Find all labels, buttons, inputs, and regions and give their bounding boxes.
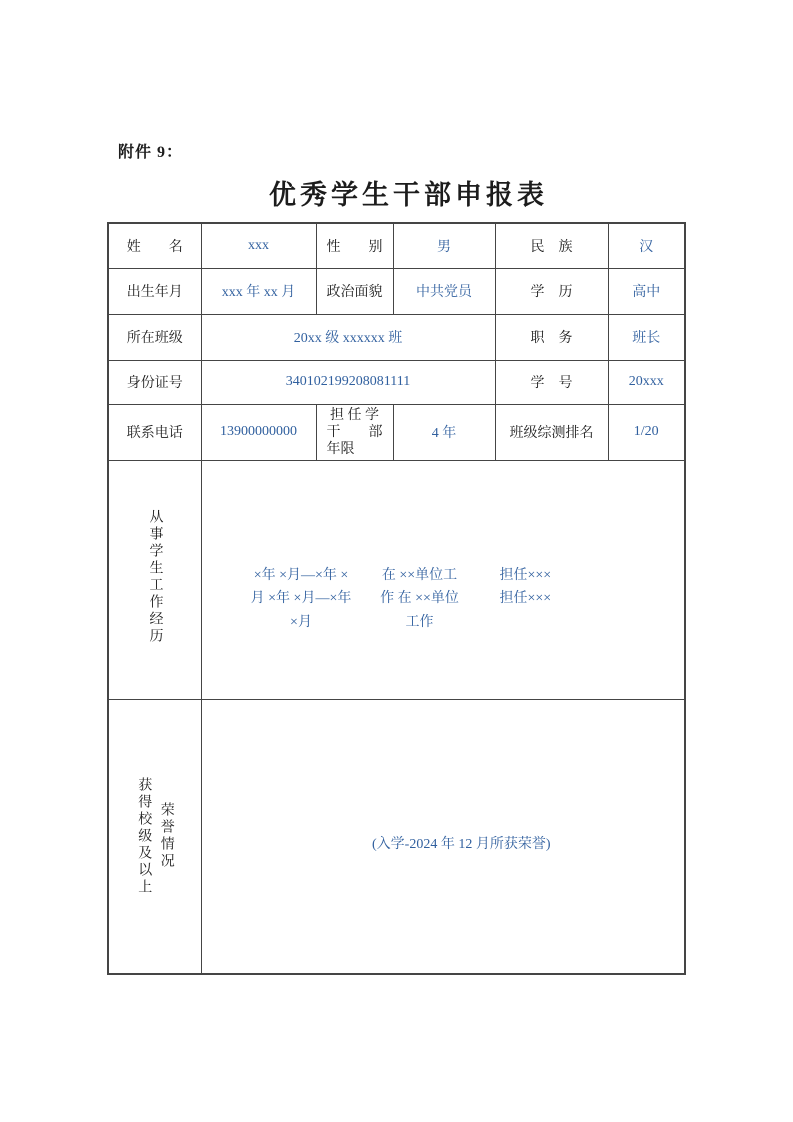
class-ranking-label: 班级综测排名 <box>495 404 608 460</box>
ethnicity-label: 民 族 <box>495 223 608 268</box>
cadre-years-label-line: 年限 <box>326 441 355 457</box>
honors-content <box>201 699 685 974</box>
attachment-label: 附件 9： <box>118 144 184 161</box>
class-label: 所在班级 <box>108 314 201 360</box>
education-label: 学 历 <box>495 268 608 314</box>
honors-label-column-2: 荣誉情况 <box>158 802 174 871</box>
class-ranking-value: 1/20 <box>608 404 685 460</box>
position-label: 职 务 <box>495 314 608 360</box>
work-experience-label: 从事学生工作经历 <box>147 509 163 645</box>
honors-note: (入学-2024 年 12 月所获荣誉) <box>372 836 551 852</box>
political-status-value: 中共党员 <box>393 268 495 314</box>
table-row <box>108 223 685 268</box>
position-value: 班长 <box>608 314 685 360</box>
table-row <box>108 314 685 360</box>
id-number-value: 340102199208081111 <box>201 360 495 404</box>
work-experience-period-column <box>239 564 364 635</box>
phone-value: 13900000000 <box>201 404 316 460</box>
student-id-label: 学 号 <box>495 360 608 404</box>
gender-value: 男 <box>393 223 495 268</box>
work-experience-line: ×月 <box>290 614 312 630</box>
work-experience-line: 工作 <box>405 614 434 630</box>
table-row <box>108 460 685 699</box>
class-value: 20xx 级 xxxxxx 班 <box>201 314 495 360</box>
table-row <box>108 268 685 314</box>
work-experience-line: 作 在 ××单位 <box>380 591 459 607</box>
work-experience-line: 担任××× <box>499 591 552 607</box>
work-experience-line: 担任××× <box>499 567 552 583</box>
honors-label-column-1: 获得校级及以上 <box>136 776 152 896</box>
work-experience-line: 在 ××单位工 <box>381 567 458 583</box>
cadre-years-label-line: 干 部 <box>326 424 383 440</box>
work-experience-role-column <box>500 564 552 611</box>
cadre-years-label <box>316 404 393 460</box>
table-row <box>108 360 685 404</box>
birth-date-value: xxx 年 xx 月 <box>201 268 316 314</box>
ethnicity-value: 汉 <box>608 223 685 268</box>
work-experience-columns <box>202 525 685 635</box>
work-experience-line: ×年 ×月—×年 × <box>253 567 349 583</box>
table-row <box>108 699 685 974</box>
honors-label-cell <box>108 699 201 974</box>
political-status-label: 政治面貌 <box>316 268 393 314</box>
work-experience-line: 月 ×年 ×月—×年 <box>250 591 352 607</box>
gender-label: 性 别 <box>316 223 393 268</box>
table-row <box>108 404 685 460</box>
id-number-label: 身份证号 <box>108 360 201 404</box>
name-value: xxx <box>201 223 316 268</box>
student-id-value: 20xxx <box>608 360 685 404</box>
phone-label: 联系电话 <box>108 404 201 460</box>
application-table <box>107 222 686 975</box>
education-value: 高中 <box>608 268 685 314</box>
cadre-years-value: 4 年 <box>393 404 495 460</box>
cadre-years-label-line: 担 任 学 <box>330 407 379 423</box>
work-experience-unit-column <box>374 564 466 635</box>
name-label: 姓 名 <box>108 223 201 268</box>
work-experience-content <box>201 460 685 699</box>
page-title: 优秀学生干部申报表 <box>269 180 548 210</box>
work-experience-label-cell <box>108 460 201 699</box>
birth-date-label: 出生年月 <box>108 268 201 314</box>
honors-label <box>109 700 201 974</box>
